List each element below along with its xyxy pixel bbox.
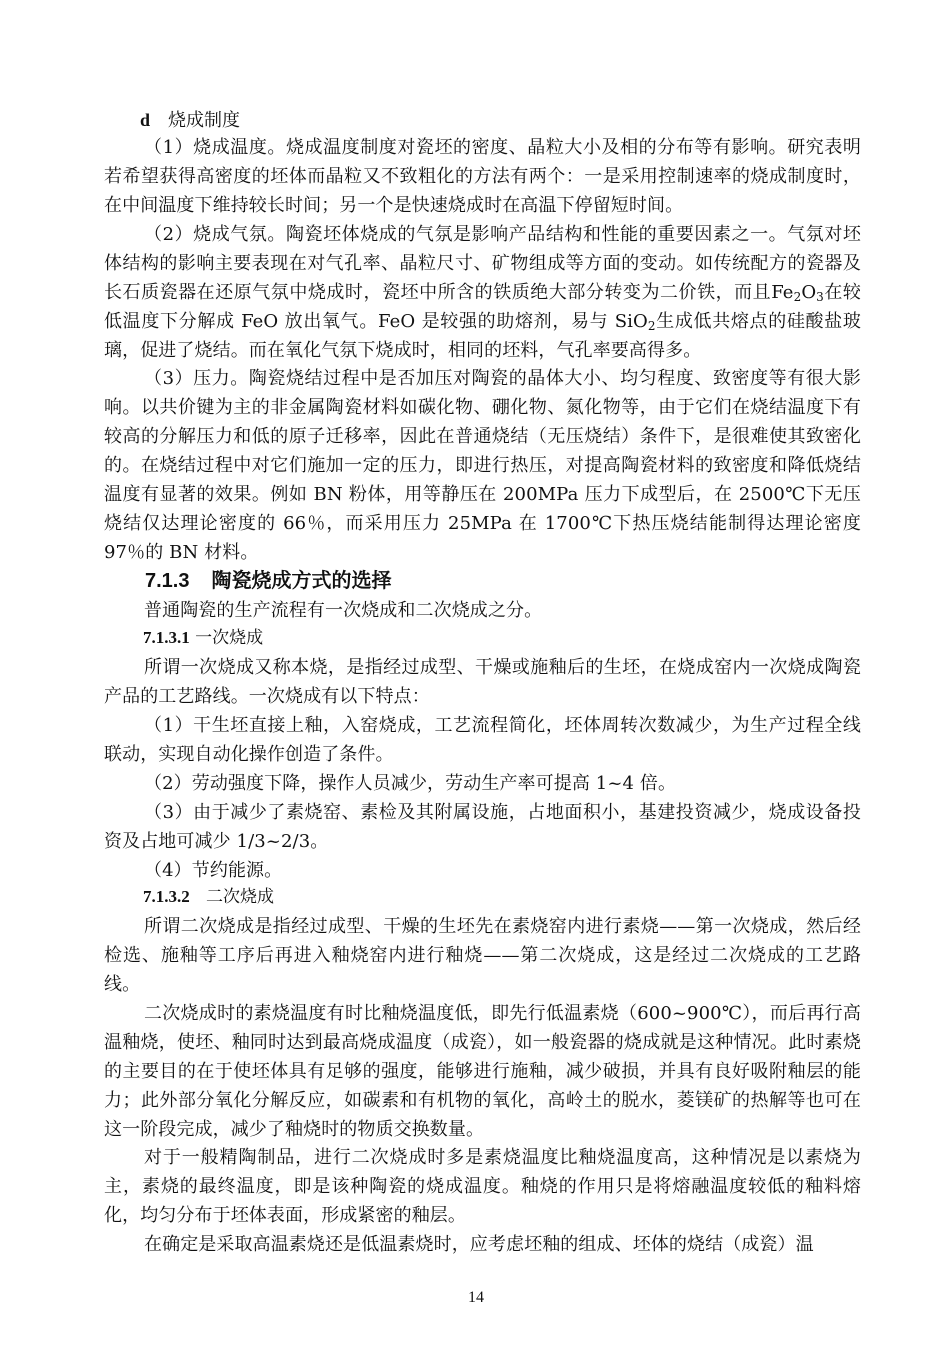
paragraph-single-firing-point-4: （4）节约能源。 (144, 860, 283, 881)
atmosphere-text-2: 在较低温度下分解成 FeO 放出氧气。FeO 是较强的助熔剂，易与 (104, 282, 861, 332)
formula-o: O (801, 282, 817, 303)
paragraph-firing-intro: 普通陶瓷的生产流程有一次烧成和二次烧成之分。 (144, 600, 543, 621)
section-713-heading (145, 566, 391, 596)
page-number: 14 (468, 1289, 484, 1306)
section-713-title: 陶瓷烧成方式的选择 (211, 570, 392, 592)
paragraph-pressure: （3）压力。陶瓷烧结过程中是否加压对陶瓷的晶体大小、均匀程度、致密度等有很大影响。以共价键为主的非金属陶瓷材料如碳化物、硼化物、氮化物等，由于它们在烧结温度下有较高的分解压力和低的原子迁移率，因此在普通烧结（无压烧结）条件下，是很难使其致密化的。在烧结过程中对它们施加一定的压力，即进行热压，对提高陶瓷材料的致密度和降低烧结温度有显著的效果。例如 BN 粉体，用等静压在 200MPa 压力下成型后，在 2500℃下无压烧结仅达理论密度的 66％，而采用压力 25MPa 在 1700℃下热压烧结能制得达理论密度 97％的 BN 材料。 (104, 368, 861, 563)
section-713-number: 7.1.3 (145, 570, 190, 592)
section-7132-number: 7.1.3.2 (143, 887, 190, 906)
paragraph-single-firing-point-2: （2）劳动强度下降，操作人员减少，劳动生产率可提高 1~4 倍。 (144, 773, 677, 794)
section-d-heading (140, 106, 240, 135)
paragraph-double-firing-decision: 在确定是采取高温素烧还是低温素烧时，应考虑坯釉的组成、坯体的烧结（成瓷）温 (144, 1234, 814, 1255)
paragraph-firing-atmosphere (104, 220, 861, 365)
formula-sub: 2 (647, 319, 656, 333)
atmosphere-text-1: （2）烧成气氛。陶瓷坯体烧成的气氛是影响产品结构和性能的重要因素之一。气氛对坯体结构的影响主要表现在对气孔率、晶粒尺寸、矿物组成等方面的变动。如传统配方的瓷器及长石质瓷器在还原气氛中烧成时，瓷坯中所含的铁质绝大部分转变为二价铁，而且 (104, 224, 861, 303)
section-d-title: 烧成制度 (168, 110, 241, 131)
paragraph-single-firing-def: 所谓一次烧成又称本烧，是指经过成型、干燥或施釉后的生坯，在烧成窑内一次烧成陶瓷产品的工艺路线。一次烧成有以下特点： (104, 657, 861, 707)
formula-sub: 2 (793, 290, 802, 304)
paragraph-single-firing-point-1: （1）干生坯直接上釉，入窑烧成，工艺流程简化，坯体周转次数减少，为生产过程全线联动，实现自动化操作创造了条件。 (104, 715, 861, 765)
formula-sio: SiO (614, 311, 648, 332)
formula-sub: 3 (816, 290, 824, 304)
section-d-label: d (140, 110, 151, 130)
paragraph-double-firing-def: 所谓二次烧成是指经过成型、干燥的生坯先在素烧窑内进行素烧——第一次烧成，然后经检选、施釉等工序后再进入釉烧窑内进行釉烧——第二次烧成，这是经过二次烧成的工艺路线。 (104, 916, 861, 995)
paragraph-single-firing-point-3: （3）由于减少了素烧窑、素检及其附属设施，占地面积小，基建投资减少，烧成设备投资及占地可减少 1/3~2/3。 (104, 802, 861, 852)
paragraph-double-firing-fine-pottery: 对于一般精陶制品，进行二次烧成时多是素烧温度比釉烧温度高，这种情况是以素烧为主，素烧的最终温度，即是该种陶瓷的烧成温度。釉烧的作用只是将熔融温度较低的釉料熔化，均匀分布于坯体表面，形成紧密的釉层。 (104, 1147, 861, 1226)
paragraph-firing-temperature: （1）烧成温度。烧成温度制度对瓷坯的密度、晶粒大小及相的分布等有影响。研究表明若希望获得高密度的坯体而晶粒又不致粗化的方法有两个：一是采用控制速率的烧成制度时，在中间温度下维持较长时间；另一个是快速烧成时在高温下停留短时间。 (104, 137, 861, 216)
section-7131-title: 一次烧成 (195, 628, 264, 648)
section-7131-heading (143, 624, 263, 652)
section-7132-heading (143, 883, 274, 911)
section-7131-number: 7.1.3.1 (143, 628, 190, 647)
paragraph-double-firing-low-temp: 二次烧成时的素烧温度有时比釉烧温度低，即先行低温素烧（600~900℃），而后再行高温釉烧，使坯、釉同时达到最高烧成温度（成瓷），如一般瓷器的烧成就是这种情况。此时素烧的主要目的在于使坯体具有足够的强度，能够进行施釉，减少破损，并具有良好吸附釉层的能力；此外部分氧化分解反应，如碳素和有机物的氧化，高岭土的脱水，菱镁矿的热解等也可在这一阶段完成，减少了釉烧时的物质交换数量。 (104, 1003, 861, 1140)
section-7132-title: 二次烧成 (205, 887, 274, 907)
atmosphere-text-3: 生成低共熔点的硅酸盐玻璃，促进了烧结。而在氧化气氛下烧成时，相同的坯料，气孔率要高得多。 (104, 311, 861, 361)
formula-fe: Fe (771, 282, 794, 303)
